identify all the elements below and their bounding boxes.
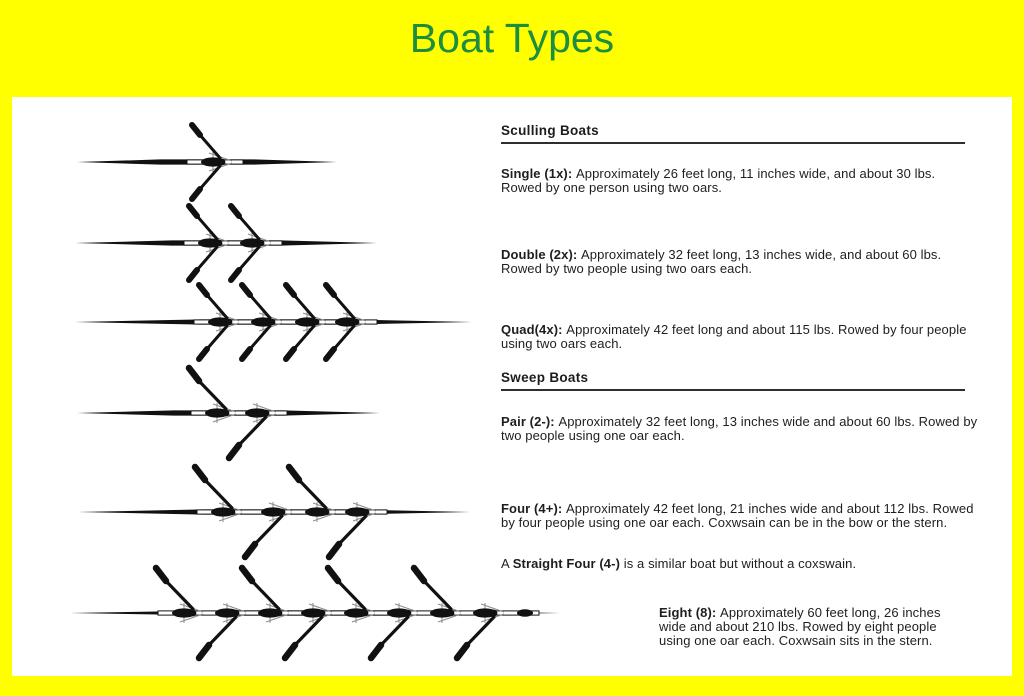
oar-blade	[242, 349, 250, 359]
rower-head	[276, 610, 283, 617]
oar-blade	[199, 349, 207, 359]
oar-shaft	[250, 295, 270, 318]
rower-head	[258, 240, 265, 247]
entry-single-text: Approximately 26 feet long, 11 inches wide, and about 30 lbs. Rowed by one person using two oars.	[501, 166, 936, 195]
oar-blade	[199, 285, 207, 295]
oar-blade	[286, 349, 294, 359]
entry-single	[501, 167, 979, 195]
entry-pair	[501, 415, 979, 443]
straight-four-prefix: A	[501, 556, 513, 571]
boat-diagram-single-1x	[77, 125, 337, 199]
oar-blade	[326, 285, 334, 295]
oar-shaft	[250, 326, 270, 349]
rower-head	[363, 509, 370, 516]
oar-blade	[457, 645, 467, 658]
entry-eight-label: Eight (8):	[659, 605, 717, 620]
straight-four-bold: Straight Four (4-)	[512, 556, 621, 571]
rower-head	[190, 610, 197, 617]
oar-shaft	[294, 326, 314, 349]
oar-shaft	[200, 166, 220, 189]
boat-diagram-four-4plus	[78, 467, 470, 557]
oar-shaft	[205, 480, 232, 508]
oar-blade	[192, 125, 200, 135]
boat-diagram-quad-4x	[75, 285, 472, 359]
oar-shaft	[295, 617, 322, 645]
rower-head	[448, 610, 455, 617]
oar-blade	[229, 445, 239, 458]
entry-four-label: Four (4+):	[501, 501, 563, 516]
oar-shaft	[339, 516, 366, 544]
rower-head	[226, 319, 233, 326]
rower-head	[353, 319, 360, 326]
entry-pair-text: Approximately 32 feet long, 13 inches wide and about 60 lbs. Rowed by two people using one oar each.	[501, 414, 978, 443]
entry-four	[501, 502, 979, 530]
oar-shaft	[199, 381, 226, 409]
rower-head	[323, 509, 330, 516]
entry-double-text: Approximately 32 feet long, 13 inches wide, and about 60 lbs. Rowed by two people using two oars each.	[501, 247, 942, 276]
rower-head	[319, 610, 326, 617]
coxswain	[517, 609, 533, 617]
oar-shaft	[200, 135, 220, 158]
oar-blade	[329, 544, 339, 557]
entry-eight-text: Approximately 60 feet long, 26 inches wide and about 210 lbs. Rowed by eight people using one oar each. Coxwsain sits in the stern.	[659, 605, 941, 648]
entry-eight	[659, 606, 969, 647]
oar-blade	[242, 285, 250, 295]
boat-diagram-eight-8	[70, 568, 560, 658]
rower-head	[233, 610, 240, 617]
rower-head	[279, 509, 286, 516]
oar-shaft	[197, 247, 217, 270]
oar-blade	[328, 568, 338, 581]
oar-blade	[192, 189, 200, 199]
oar-blade	[199, 645, 209, 658]
entry-single-label: Single (1x):	[501, 166, 573, 181]
oar-shaft	[299, 480, 326, 508]
entry-straight-four	[501, 557, 979, 571]
section-heading-sweep: Sweep Boats	[501, 370, 965, 391]
oar-shaft	[381, 617, 408, 645]
oar-blade	[231, 270, 239, 280]
content-panel	[12, 97, 1012, 676]
oar-shaft	[255, 516, 282, 544]
rower-head	[219, 159, 226, 166]
oar-blade	[286, 285, 294, 295]
oar-shaft	[239, 216, 259, 239]
oar-blade	[189, 206, 197, 216]
oar-shaft	[166, 581, 193, 609]
boat-diagram-pair-2-	[77, 368, 380, 458]
oar-blade	[231, 206, 239, 216]
oar-shaft	[424, 581, 451, 609]
rower-head	[269, 319, 276, 326]
rower-head	[362, 610, 369, 617]
oar-blade	[326, 349, 334, 359]
rower-head	[263, 410, 270, 417]
oar-blade	[285, 645, 295, 658]
entry-quad	[501, 323, 979, 351]
oar-blade	[371, 645, 381, 658]
oar-shaft	[207, 326, 227, 349]
oar-blade	[156, 568, 166, 581]
entry-double-label: Double (2x):	[501, 247, 578, 262]
oar-shaft	[239, 247, 259, 270]
page-title: Boat Types	[409, 15, 615, 61]
oar-shaft	[209, 617, 236, 645]
rower-head	[405, 610, 412, 617]
oar-blade	[195, 467, 205, 480]
boat-diagram-double-2x	[75, 206, 377, 280]
oar-blade	[189, 270, 197, 280]
oar-shaft	[252, 581, 279, 609]
entry-quad-text: Approximately 42 feet long and about 115 lbs. Rowed by four people using two oars each.	[501, 322, 967, 351]
straight-four-rest: is a similar boat but without a coxswain.	[620, 556, 857, 571]
rower-head	[216, 240, 223, 247]
rower-head	[491, 610, 498, 617]
entry-quad-label: Quad(4x):	[501, 322, 563, 337]
oar-shaft	[207, 295, 227, 318]
entry-pair-label: Pair (2-):	[501, 414, 555, 429]
section-heading-sculling: Sculling Boats	[501, 123, 965, 144]
entry-double	[501, 248, 979, 276]
rower-head	[223, 410, 230, 417]
oar-shaft	[197, 216, 217, 239]
oar-blade	[189, 368, 199, 381]
oar-shaft	[294, 295, 314, 318]
oar-shaft	[467, 617, 494, 645]
oar-blade	[245, 544, 255, 557]
oar-blade	[242, 568, 252, 581]
oar-shaft	[334, 326, 354, 349]
rower-head	[229, 509, 236, 516]
oar-blade	[414, 568, 424, 581]
oar-shaft	[338, 581, 365, 609]
oar-blade	[289, 467, 299, 480]
entry-four-text: Approximately 42 feet long, 21 inches wide and about 112 lbs. Rowed by four people using one oar each. Coxwsain can be in the bow or the stern.	[501, 501, 974, 530]
oar-shaft	[334, 295, 354, 318]
rower-head	[313, 319, 320, 326]
oar-shaft	[239, 417, 266, 445]
